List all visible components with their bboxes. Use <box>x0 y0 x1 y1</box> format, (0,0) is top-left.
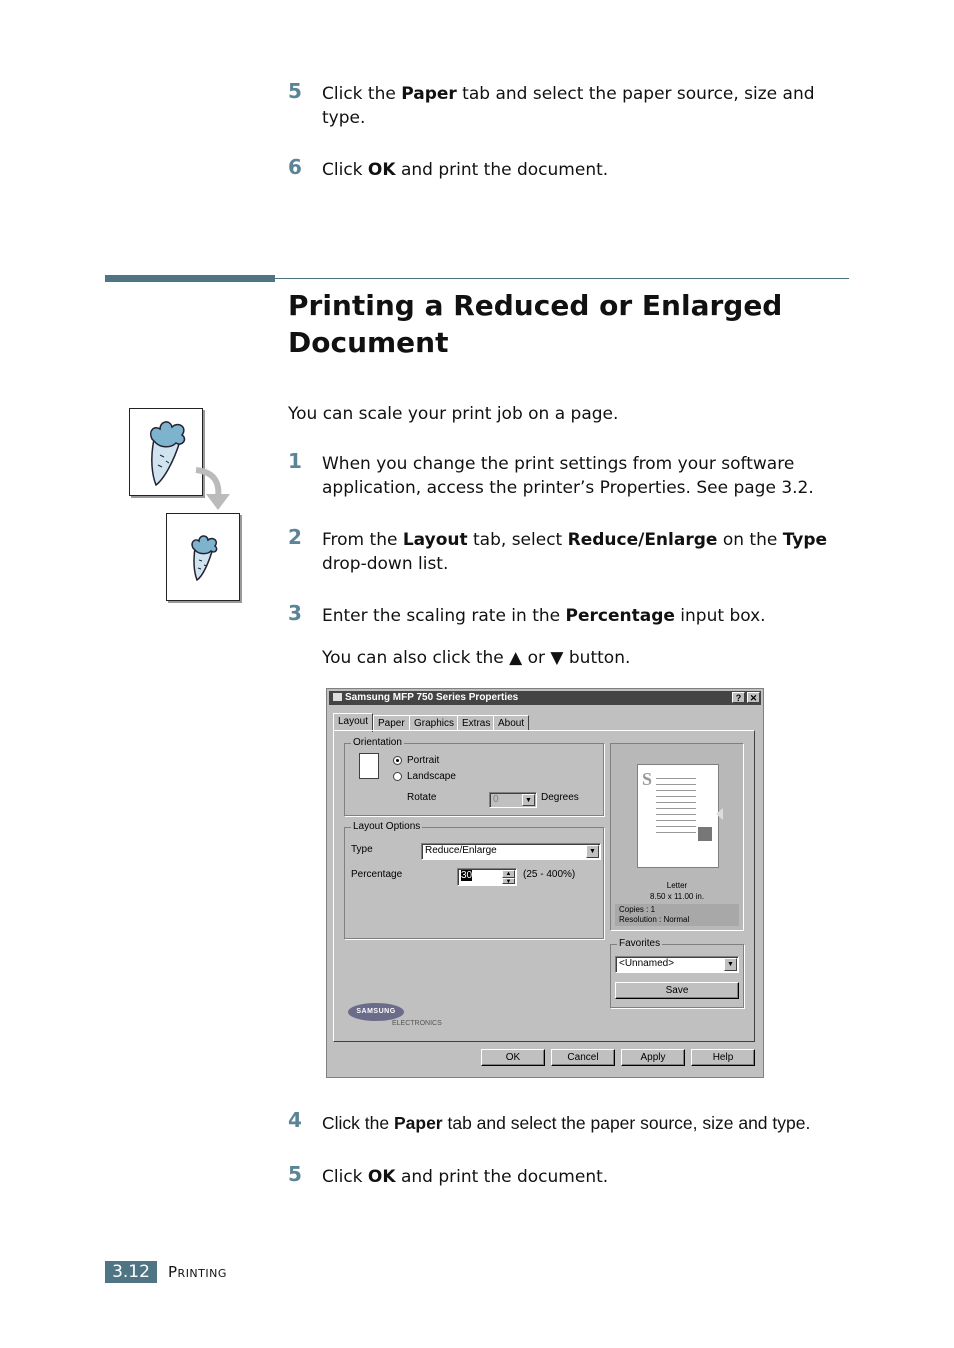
favorites-dropdown[interactable]: <Unnamed> ▼ <box>615 956 739 973</box>
percentage-spinner[interactable] <box>457 868 517 886</box>
printer-icon <box>333 693 342 701</box>
section-heading: Printing a Reduced or Enlarged Document <box>288 289 783 359</box>
step-number: 2 <box>288 525 302 549</box>
spin-down-icon[interactable]: ▼ <box>502 878 515 884</box>
help-button[interactable]: Help <box>691 1049 755 1066</box>
tab-about[interactable]: About <box>493 715 529 731</box>
step-text: Click the Paper tab and select the paper source, size and type. <box>322 1113 811 1133</box>
chevron-down-icon[interactable]: ▼ <box>586 845 599 858</box>
step-number: 4 <box>288 1108 302 1132</box>
layout-options-group <box>344 821 604 939</box>
step-text: From the Layout tab, select Reduce/Enlarge on the Type drop-down list. <box>322 530 828 574</box>
dialog-title: Samsung MFP 750 Series Properties <box>345 692 519 703</box>
preview-text-lines <box>656 773 696 837</box>
layout-tab-panel <box>333 730 755 1042</box>
rotate-label: Rotate <box>407 792 437 803</box>
rotate-dropdown[interactable]: 0 ▼ <box>489 792 537 808</box>
step-text: Enter the scaling rate in the Percentage input box. <box>322 606 766 626</box>
tab-paper[interactable]: Paper <box>373 715 410 731</box>
tab-layout[interactable]: Layout <box>333 713 373 732</box>
layout-options-title: Layout Options <box>353 821 421 832</box>
save-button[interactable]: Save <box>615 982 739 999</box>
help-title-button[interactable]: ? <box>732 692 745 703</box>
ok-button[interactable]: OK <box>481 1049 545 1066</box>
portrait-radio[interactable] <box>393 756 402 765</box>
step-number: 6 <box>288 155 302 179</box>
curved-arrow-icon <box>192 466 236 514</box>
preview-info-strip <box>615 904 739 926</box>
reduced-page-illustration <box>166 513 240 601</box>
apply-button[interactable]: Apply <box>621 1049 685 1066</box>
chevron-down-icon[interactable]: ▼ <box>522 794 535 806</box>
properties-dialog <box>326 688 764 1078</box>
preview-resolution: Resolution : Normal <box>619 915 690 924</box>
orientation-group <box>344 737 604 816</box>
percentage-range: (25 - 400%) <box>523 869 576 880</box>
favorites-group <box>610 938 744 1008</box>
step-number: 3 <box>288 601 302 625</box>
close-button[interactable]: ✕ <box>747 692 760 703</box>
samsung-electronics-label: ELECTRONICS <box>392 1020 442 1027</box>
landscape-label: Landscape <box>407 771 456 782</box>
step-number: 5 <box>288 79 302 103</box>
type-label: Type <box>351 844 373 855</box>
page-number: 3.12 <box>105 1261 157 1283</box>
section-name: Printing <box>168 1263 227 1281</box>
percentage-label: Percentage <box>351 869 403 880</box>
tab-extras[interactable]: Extras <box>457 715 495 731</box>
percentage-value[interactable]: 30 <box>461 870 473 881</box>
portrait-label: Portrait <box>407 755 440 766</box>
spin-up-icon[interactable]: ▲ <box>502 870 515 878</box>
step-number: 5 <box>288 1162 302 1186</box>
step-number: 1 <box>288 449 302 473</box>
dialog-titlebar <box>329 691 761 705</box>
tab-graphics[interactable]: Graphics <box>409 715 459 731</box>
intro-text: You can scale your print job on a page. <box>288 404 619 424</box>
preview-panel <box>610 743 744 931</box>
preview-copies: Copies : 1 <box>619 905 656 914</box>
section-rule-thin <box>275 278 849 279</box>
chevron-down-icon[interactable]: ▼ <box>724 958 737 971</box>
step-text: Click OK and print the document. <box>322 1167 609 1187</box>
favorites-title: Favorites <box>619 938 661 949</box>
landscape-radio[interactable] <box>393 772 402 781</box>
preview-size: 8.50 x 11.00 in. <box>649 892 705 901</box>
samsung-logo: SAMSUNG <box>348 1003 404 1021</box>
step-text: Click OK and print the document. <box>322 160 609 180</box>
orientation-title: Orientation <box>353 737 402 748</box>
step-text: Click the Paper tab and select the paper source, size and type. <box>322 84 815 128</box>
page-orientation-icon <box>359 753 379 779</box>
preview-arrow-icon <box>716 808 723 820</box>
preview-paper: Letter <box>666 881 688 890</box>
preview-page <box>637 764 719 868</box>
arrow-note: You can also click the ▲ or ▼ button. <box>322 648 631 668</box>
step-text: When you change the print settings from your software application, access the printer’s Properties. See page 3.2. <box>322 454 814 498</box>
degrees-label: Degrees <box>541 792 579 803</box>
section-rule-thick <box>105 275 275 282</box>
carrot-icon <box>167 514 239 600</box>
samsung-s-icon: S <box>642 769 653 789</box>
preview-graphic-icon <box>698 827 712 841</box>
type-dropdown[interactable]: Reduce/Enlarge ▼ <box>421 843 601 860</box>
cancel-button[interactable]: Cancel <box>551 1049 615 1066</box>
